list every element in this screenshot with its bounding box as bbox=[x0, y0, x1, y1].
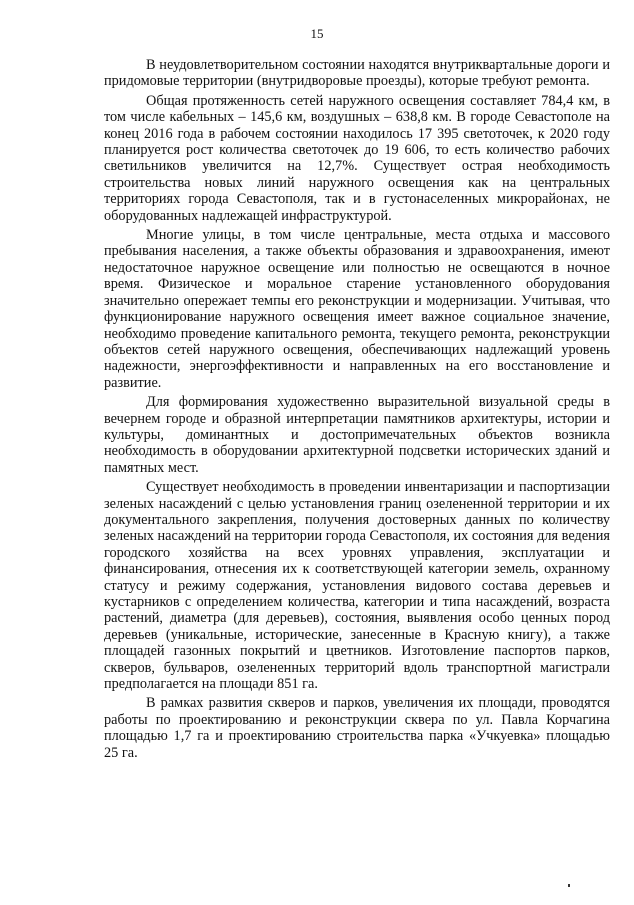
paragraph-green-spaces-inventory: Существует необходимость в проведении инвентаризации и паспортизации зеленых насаждений с целью установления границ озелененной территории и их документального закрепления, получения достоверных данных по количеству зеленых насаждений на территории города Севастополя, их состояния для ведения городского хозяйства на всех уровнях управления, эксплуатации и финансирования, отнесения их к соответствующей категории земель, охранному статусу и режиму содержания, установления видового состава деревьев и кустарников с определением количества, категории и типа насаждений, возраста растений, диаметра (для деревьев), состояния, выявления особо ценных пород деревьев (уникальные, исторические, занесенные в Красную книгу), а также площадей газонных покрытий и цветников. Изготовление паспортов парков, скверов, бульваров, озелененных территорий вдоль транспортной магистрали предполагается на площади 851 га. bbox=[104, 479, 610, 693]
page-number: 15 bbox=[310, 26, 324, 41]
paragraph-roads: В неудовлетворительном состоянии находятся внутриквартальные дороги и придомовые территории (внутридворовые проезды), которые требуют ремонта. bbox=[104, 57, 610, 90]
scan-speck bbox=[568, 884, 570, 887]
paragraph-architectural-lighting: Для формирования художественно выразительной визуальной среды в вечернем городе и образной интерпретации памятников архитектуры, истории и культуры, доминантных и достопримечательных объектов возникла необходимость в оборудовании архитектурной подсветки исторических зданий и памятных мест. bbox=[104, 394, 610, 476]
paragraph-street-lighting: Многие улицы, в том числе центральные, места отдыха и массового пребывания населения, а также объекты образования и здравоохранения, имеют недостаточное наружное освещение или полностью не освещаются в ночное время. Физическое и моральное старение установленного оборудования значительно опережает темпы его реконструкции и модернизации. Учитывая, что функционирование наружного освещения имеет важное социальное значение, необходимо проведение капитального ремонта, текущего ремонта, реконструкции объектов сетей наружного освещения, обеспечивающих надлежащий уровень надежности, энергоэффективности и направленных на его восстановление и развитие. bbox=[104, 227, 610, 391]
paragraph-lighting-network: Общая протяженность сетей наружного освещения составляет 784,4 км, в том числе кабельных – 145,6 км, воздушных – 638,8 км. В городе Севастополе на конец 2016 года в рабочем состоянии находилось 17 395 светоточек, к 2020 году планируется рост количества светоточек до 19 606, то есть количество рабочих светильников увеличится на 12,7%. Существует острая необходимость строительства новых линий наружного освещения как на центральных территориях города Севастополя, так и в густонаселенных микрорайонах, не оборудованных надлежащей инфраструктурой. bbox=[104, 92, 610, 224]
paragraph-parks-development: В рамках развития скверов и парков, увеличения их площади, проводятся работы по проектированию и реконструкции сквера по ул. Павла Корчагина площадью 1,7 га и проектированию строительства парка «Учкуевка» площадью 25 га. bbox=[104, 695, 610, 761]
body-text bbox=[104, 57, 610, 764]
